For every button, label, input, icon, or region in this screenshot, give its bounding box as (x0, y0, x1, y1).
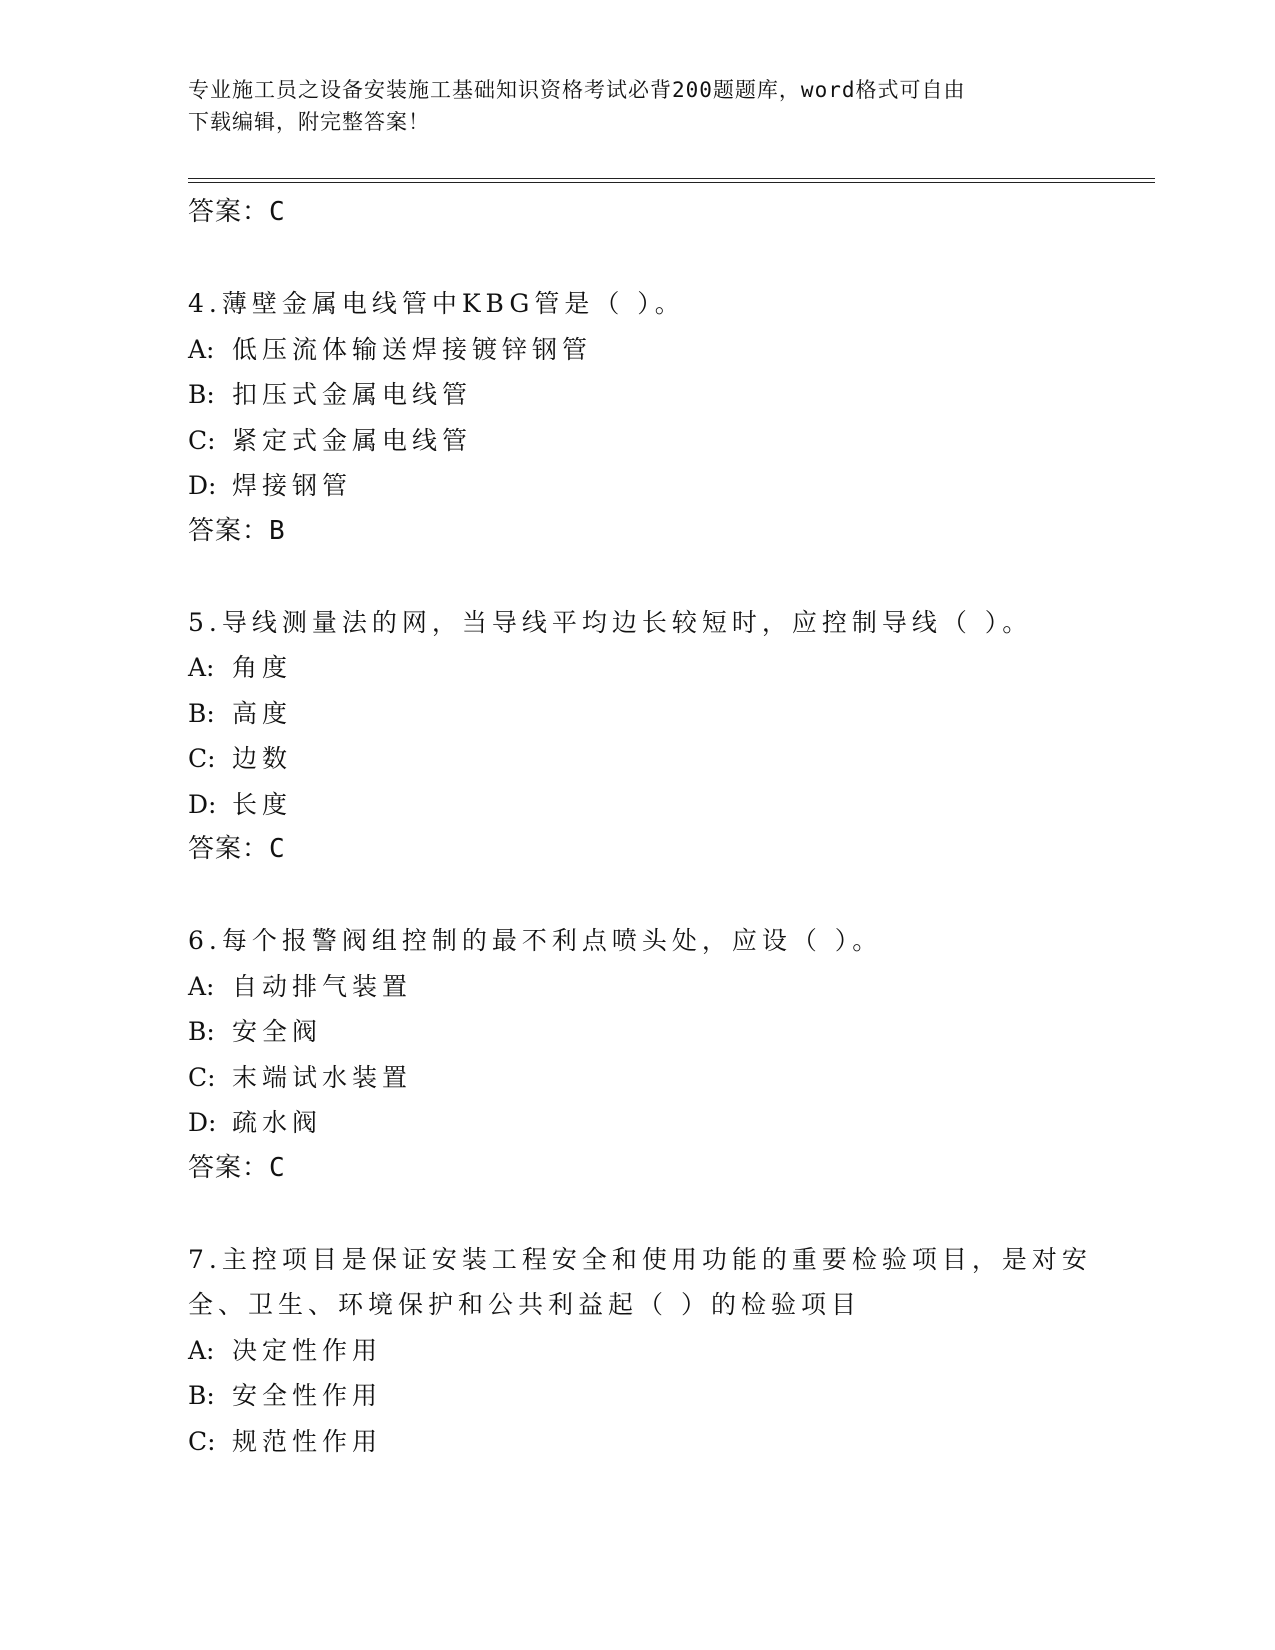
option-c (188, 1055, 1128, 1101)
option-d (188, 782, 1128, 828)
option-text: 扣压式金属电线管 (232, 380, 473, 409)
option-key: C: (188, 744, 216, 773)
option-b (188, 1373, 1128, 1419)
document-header (188, 74, 1088, 138)
option-key: B: (188, 380, 215, 409)
option-b (188, 691, 1128, 737)
question-7 (188, 1237, 1128, 1465)
header-line-1: 专业施工员之设备安装施工基础知识资格考试必背200题题库，word格式可自由 (188, 78, 966, 102)
answer-line-q3: 答案：C (188, 197, 286, 227)
question-title: 6.每个报警阀组控制的最不利点喷头处，应设（ ）。 (188, 926, 883, 955)
header-line-2: 下载编辑，附完整答案！ (188, 110, 430, 134)
option-a (188, 645, 1128, 691)
option-text: 高度 (232, 698, 293, 728)
question-title: 4.薄壁金属电线管中KBG管是（ ）。 (188, 289, 685, 318)
option-a (188, 964, 1128, 1010)
answer-line: 答案：C (188, 834, 286, 864)
option-b (188, 1009, 1128, 1055)
option-key: B: (188, 1381, 215, 1410)
question-6 (188, 918, 1128, 1191)
option-key: C: (188, 425, 216, 455)
option-text: 边数 (232, 744, 293, 773)
question-title-line-1: 7.主控项目是保证安装工程安全和使用功能的重要检验项目，是对安 (188, 1244, 1092, 1274)
option-text: 紧定式金属电线管 (232, 425, 473, 455)
question-4 (188, 281, 1128, 554)
option-text: 低压流体输送焊接镀锌钢管 (232, 334, 593, 364)
option-text: 决定性作用 (232, 1335, 383, 1365)
option-key: B: (188, 1017, 215, 1046)
option-key: C: (188, 1062, 216, 1092)
question-list (188, 190, 1128, 1464)
option-d (188, 1100, 1128, 1146)
option-text: 末端试水装置 (232, 1062, 413, 1092)
option-text: 疏水阀 (232, 1108, 323, 1137)
option-b (188, 372, 1128, 418)
option-key: A: (188, 1335, 215, 1365)
option-text: 安全性作用 (232, 1381, 383, 1410)
option-key: A: (188, 971, 215, 1001)
option-text: 长度 (232, 789, 293, 819)
option-key: B: (188, 698, 215, 728)
header-divider (188, 178, 1155, 183)
option-d (188, 463, 1128, 509)
option-key: A: (188, 653, 215, 682)
option-a (188, 1328, 1128, 1374)
option-key: C: (188, 1426, 216, 1456)
option-a (188, 327, 1128, 373)
option-text: 自动排气装置 (232, 971, 413, 1001)
option-c (188, 736, 1128, 782)
answer-line: 答案：B (188, 515, 286, 546)
option-text: 规范性作用 (232, 1426, 383, 1456)
option-key: D: (188, 789, 217, 819)
answer-line: 答案：C (188, 1152, 286, 1183)
option-text: 安全阀 (232, 1017, 323, 1046)
option-c (188, 1419, 1128, 1465)
option-text: 焊接钢管 (232, 471, 353, 500)
option-c (188, 418, 1128, 464)
option-key: D: (188, 471, 217, 500)
option-key: A: (188, 334, 215, 364)
option-text: 角度 (232, 653, 293, 682)
question-title: 5.导线测量法的网，当导线平均边长较短时，应控制导线（ ）。 (188, 607, 1033, 637)
question-title-line-2: 全、卫生、环境保护和公共利益起（ ）的检验项目 (188, 1290, 861, 1319)
question-5 (188, 600, 1128, 873)
option-key: D: (188, 1108, 217, 1137)
